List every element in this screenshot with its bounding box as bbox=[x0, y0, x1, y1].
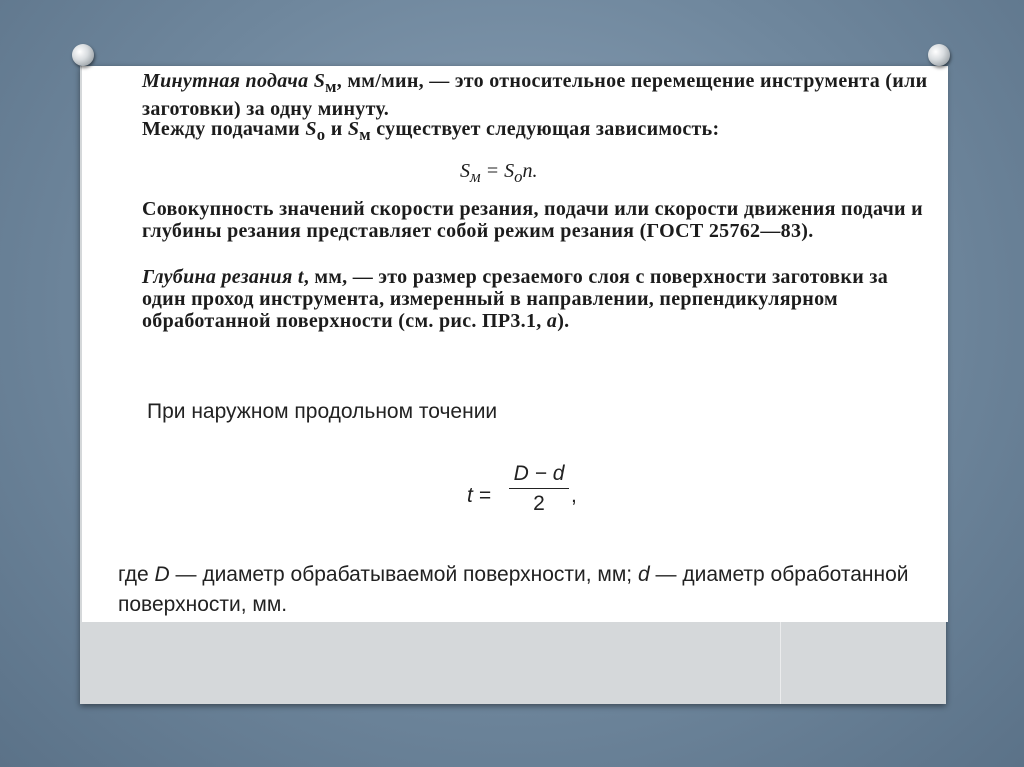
feed-relation-paragraph bbox=[142, 118, 932, 146]
scanned-page bbox=[82, 66, 948, 622]
cutting-mode-paragraph bbox=[142, 198, 932, 242]
minute-feed-paragraph bbox=[142, 70, 932, 120]
diameter-definition bbox=[118, 560, 938, 620]
cutting-mode-text-a: Совокупность значений скорости резания, подачи или скорости движения подачи и глубины резания представляет собой bbox=[142, 198, 923, 242]
minute-feed-symbol: S bbox=[313, 70, 326, 92]
feed-symbol-1: S bbox=[305, 118, 317, 140]
feed-relation-text-c: существует следующая зависимость: bbox=[370, 118, 720, 140]
cutting-depth-text: , мм, — это размер срезаемого слоя с поверхности заготовки за один проход инструмента, измеренный в направлении, перпендикулярном обработанной поверхности (см. рис. ПР3.1, bbox=[142, 266, 888, 332]
minute-feed-term: Минутная подача bbox=[142, 70, 309, 92]
formula1-rhs-tail: n. bbox=[522, 160, 538, 182]
minute-feed-text: , мм/мин, — это относительное перемещение инструмента (или заготовки) за одну минуту. bbox=[142, 70, 928, 120]
formula2-numerator: D − d bbox=[509, 462, 569, 489]
formula2-lhs: t = bbox=[467, 484, 491, 507]
feed-subscript-2: м bbox=[359, 125, 371, 144]
formula2-denominator: 2 bbox=[533, 492, 545, 515]
cutting-depth-paragraph bbox=[142, 266, 932, 332]
cutting-mode-term: режим резания bbox=[493, 220, 635, 242]
feed-subscript-1: о bbox=[316, 125, 326, 144]
cutting-depth-end: ). bbox=[557, 310, 570, 332]
pushpin-icon bbox=[928, 44, 950, 66]
definition-text-a: где bbox=[118, 563, 155, 586]
formula1-rhs-subscript: о bbox=[514, 167, 523, 186]
panel-divider bbox=[780, 622, 781, 704]
definition-symbol-D: D bbox=[154, 563, 170, 586]
formula1-lhs-subscript: м bbox=[470, 167, 481, 186]
feed-relation-text-a: Между подачами bbox=[142, 118, 306, 140]
feed-relation-text-b: и bbox=[325, 118, 348, 140]
cutting-depth-term: Глубина резания bbox=[142, 266, 293, 288]
cutting-depth-symbol: t bbox=[297, 266, 304, 288]
formula1-equals: = bbox=[480, 160, 505, 182]
definition-symbol-d: d bbox=[637, 563, 650, 586]
cutting-mode-text-b: (ГОСТ 25762—83). bbox=[634, 220, 814, 242]
formula2-fraction bbox=[509, 462, 569, 516]
feed-symbol-2: S bbox=[347, 118, 360, 140]
definition-text-c: — диаметр обработанной поверхности, мм. bbox=[118, 563, 909, 616]
formula1-lhs: S bbox=[460, 160, 470, 182]
pushpin-icon bbox=[72, 44, 94, 66]
minute-feed-subscript: м bbox=[325, 77, 337, 96]
figure-ref-letter: а bbox=[546, 310, 558, 332]
formula2-comma: , bbox=[571, 484, 577, 507]
formula1-rhs: S bbox=[504, 160, 515, 182]
feed-formula bbox=[460, 160, 537, 187]
section-heading: При наружном продольном точении bbox=[147, 400, 498, 423]
definition-text-b: — диаметр обрабатываемой поверхности, мм; bbox=[169, 563, 638, 586]
